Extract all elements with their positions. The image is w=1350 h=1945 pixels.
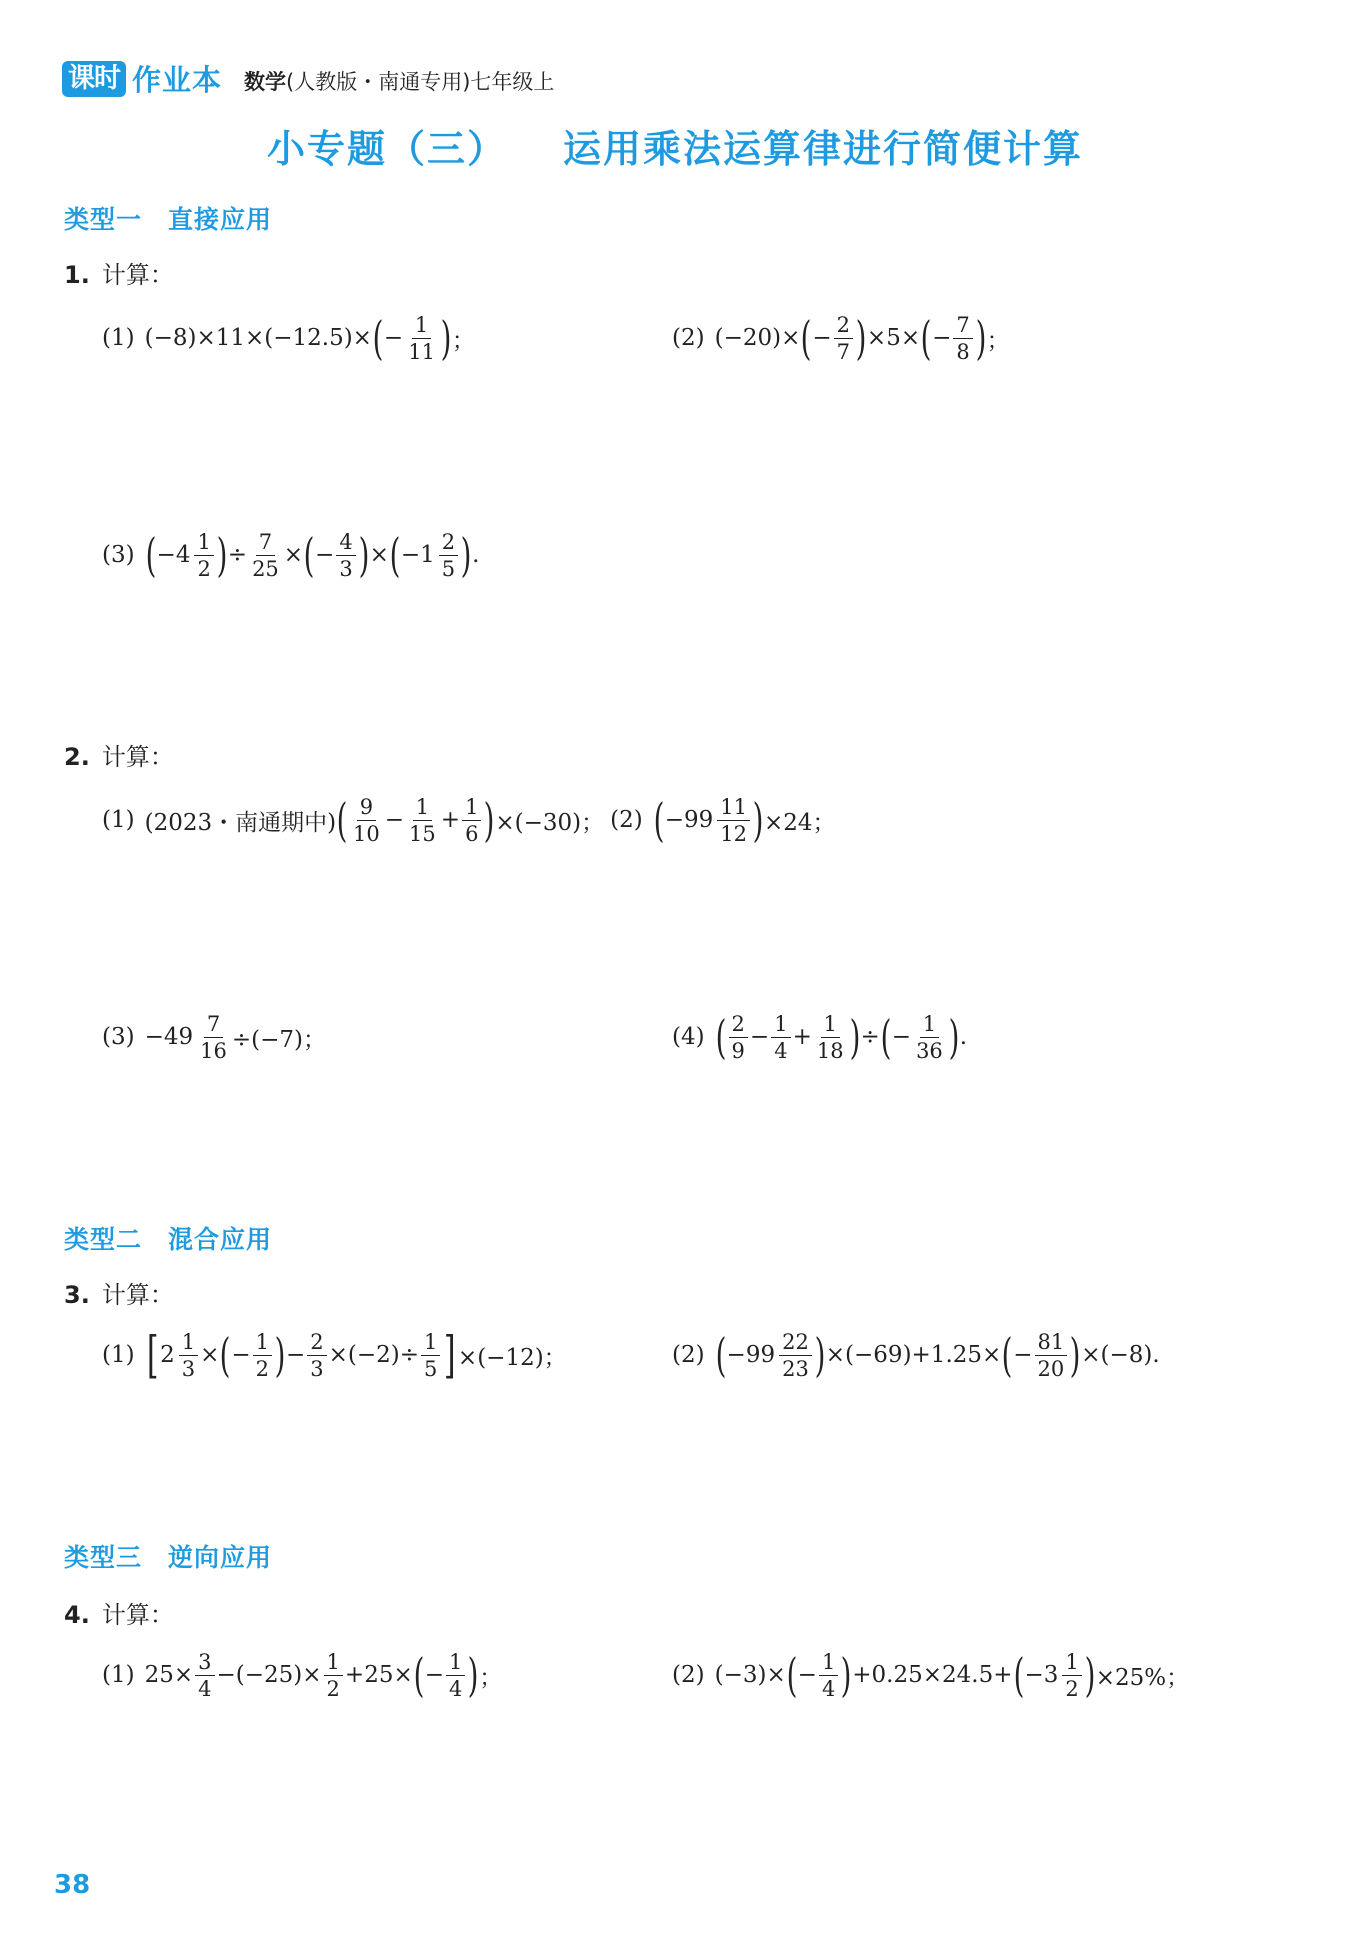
operator: × bbox=[283, 542, 304, 568]
left-paren: ( bbox=[372, 311, 384, 365]
expr-text: ×5× bbox=[866, 325, 921, 351]
question-3-heading bbox=[64, 1275, 174, 1310]
section-topic: 直接应用 bbox=[168, 205, 273, 234]
fraction: $\frac{2}{5}$ bbox=[439, 530, 458, 581]
expr-text: ×(−2)÷ bbox=[328, 1342, 420, 1368]
expr-text: (−8)×11×(−12.5)× bbox=[144, 325, 372, 351]
fraction: $\frac{1}{15}$ bbox=[409, 794, 436, 846]
expr-end: . bbox=[959, 1024, 968, 1050]
q4-part1: (1) 25× $\frac{3}{4}$ −(−25)× $\frac{1}{2}$ +25× ( − $\frac{1}{4}$ ) ； bbox=[102, 1648, 503, 1702]
section-topic: 混合应用 bbox=[168, 1225, 273, 1254]
whole-number: −4 bbox=[156, 542, 191, 568]
expr-text: ×24； bbox=[763, 809, 836, 836]
expr-text: 25× bbox=[144, 1662, 194, 1688]
fraction: $\frac{1}{36}$ bbox=[916, 1011, 943, 1063]
expr-text: (−20)× bbox=[714, 325, 801, 351]
expr-text: ÷(−7)； bbox=[231, 1026, 326, 1053]
fraction: $\frac{1}{2}$ bbox=[1062, 1650, 1081, 1701]
fraction: $\frac{1}{18}$ bbox=[816, 1011, 844, 1063]
right-paren: ) bbox=[440, 311, 452, 365]
expr-end: ； bbox=[986, 327, 1010, 354]
section-name: 类型三 bbox=[64, 1543, 143, 1572]
expr-end: ； bbox=[479, 1664, 503, 1691]
expr-end: ； bbox=[451, 327, 475, 354]
question-label: 计算： bbox=[101, 1281, 174, 1309]
section-name: 类型一 bbox=[64, 205, 143, 234]
question-2-heading bbox=[64, 737, 174, 772]
expr-text: ×25%； bbox=[1095, 1664, 1190, 1691]
expr-text: ×(−30)； bbox=[495, 809, 605, 836]
q1-part1 bbox=[102, 303, 475, 373]
part-label: (2) bbox=[610, 807, 643, 833]
expr-text: −(−25)× bbox=[216, 1662, 322, 1688]
part-label: (1) bbox=[102, 1662, 135, 1688]
fraction: $\frac{1}{4}$ bbox=[771, 1012, 790, 1063]
whole-number: 2 bbox=[160, 1342, 175, 1368]
question-number: 3. bbox=[64, 1281, 90, 1309]
fraction: $\frac{22}{23}$ bbox=[779, 1330, 812, 1381]
subject-bold: 数学 bbox=[244, 69, 287, 94]
whole-number: −99 bbox=[726, 1342, 776, 1368]
question-label: 计算： bbox=[101, 261, 174, 289]
page-title bbox=[0, 118, 1350, 173]
section-1-heading bbox=[64, 200, 272, 236]
part-label: (1) bbox=[102, 325, 135, 351]
q3-part1: (1) [ 2 $\frac{1}{3}$ × ( − $\frac{1}{2}$ ) − $\frac{2}{3}$ ×(−2)÷ $\frac{1}{5}$ ] ×(−12)； bbox=[102, 1326, 567, 1384]
fraction: $\frac{1}{2}$ bbox=[194, 530, 213, 581]
q4-part2: (2) (−3)× ( − $\frac{1}{4}$ ) +0.25×24.5+ ( −3 $\frac{1}{2}$ ) ×25%； bbox=[672, 1648, 1190, 1702]
section-3-heading bbox=[64, 1538, 272, 1574]
whole-number: −3 bbox=[1024, 1662, 1059, 1688]
q1-part2: (2) (−20)× ( − $\frac{2}{7}$ ) ×5× ( − $\frac{7}{8}$ ) ； bbox=[672, 311, 1010, 365]
brand-name: 作业本 bbox=[132, 63, 223, 97]
title-part2: 运用乘法运算律进行简便计算 bbox=[563, 127, 1084, 171]
fraction: $\frac{2}{7}$ bbox=[834, 313, 853, 364]
section-name: 类型二 bbox=[64, 1225, 143, 1254]
minus-sign: − bbox=[383, 325, 404, 351]
part-label: (1) bbox=[102, 807, 135, 833]
question-label: 计算： bbox=[101, 743, 174, 771]
fraction: $\frac{7}{25}$ bbox=[252, 529, 279, 581]
q2-part3 bbox=[102, 1002, 326, 1072]
fraction: $\frac{7}{16}$ bbox=[200, 1011, 227, 1063]
left-bracket: [ bbox=[146, 1326, 159, 1384]
part-label: (3) bbox=[102, 542, 135, 568]
operator: × bbox=[369, 542, 389, 568]
fraction: $\frac{1}{2}$ bbox=[324, 1650, 343, 1701]
subject-line bbox=[244, 66, 554, 96]
question-number: 4. bbox=[64, 1601, 90, 1629]
question-label: 计算： bbox=[101, 1601, 174, 1629]
fraction: $\frac{1}{4}$ bbox=[446, 1650, 465, 1701]
fraction: $\frac{1}{11}$ bbox=[408, 312, 435, 364]
part-label: (1) bbox=[102, 1342, 135, 1368]
page-number: 38 bbox=[54, 1870, 91, 1900]
title-part1: 小专题（三） bbox=[266, 127, 507, 171]
section-topic: 逆向应用 bbox=[168, 1543, 273, 1572]
fraction: $\frac{7}{8}$ bbox=[953, 313, 972, 364]
expr-text: +25× bbox=[344, 1662, 413, 1688]
expr-text: (−3)× bbox=[714, 1662, 786, 1688]
question-1-heading bbox=[64, 255, 174, 290]
source-tag: (2023・南通期中) bbox=[144, 809, 337, 836]
fraction: $\frac{11}{12}$ bbox=[717, 795, 750, 846]
expr-text: +0.25×24.5+ bbox=[852, 1662, 1013, 1688]
q2-part4: (4) ( $\frac{2}{9}$ − $\frac{1}{4}$ + $\frac{1}{18}$ ) ÷ ( − $\frac{1}{36}$ ) . bbox=[672, 1010, 968, 1064]
part-label: (2) bbox=[672, 1342, 705, 1368]
operator: ÷ bbox=[227, 542, 248, 568]
whole-number: −99 bbox=[664, 807, 714, 833]
part-label: (2) bbox=[672, 1662, 705, 1688]
expr-text: ×(−69)+1.25× bbox=[825, 1342, 1002, 1368]
operator: ÷ bbox=[860, 1024, 880, 1050]
question-number: 2. bbox=[64, 743, 90, 771]
fraction: $\frac{81}{20}$ bbox=[1035, 1330, 1068, 1381]
fraction: $\frac{2}{3}$ bbox=[307, 1330, 326, 1381]
fraction: $\frac{1}{6}$ bbox=[462, 795, 481, 846]
section-2-heading bbox=[64, 1220, 272, 1256]
part-label: (2) bbox=[672, 325, 705, 351]
q1-part3: (3) ( −4 $\frac{1}{2}$ ) ÷ $\frac{7}{25}$ × ( − $\frac{4}{3}$ ) × ( −1 $\frac{2}{5}$ ) . bbox=[102, 528, 480, 582]
fraction: $\frac{1}{4}$ bbox=[819, 1650, 838, 1701]
subject-rest: (人教版・南通专用)七年级上 bbox=[286, 69, 555, 94]
fraction: $\frac{1}{3}$ bbox=[179, 1330, 198, 1381]
question-number: 1. bbox=[64, 261, 90, 289]
part-label: (3) bbox=[102, 1024, 135, 1050]
expr-text: ×(−8). bbox=[1081, 1342, 1160, 1368]
brand-logo: 课时 bbox=[62, 61, 126, 97]
whole-number: −49 bbox=[144, 1024, 194, 1050]
q2-part1: (1) (2023・南通期中) ( $\frac{9}{10}$ − $\frac{1}{15}$ + $\frac{1}{6}$ ) ×(−30)； (2) ( −99 $\frac{11}{12}$ ) ×24； bbox=[102, 793, 836, 847]
fraction: $\frac{1}{5}$ bbox=[421, 1330, 440, 1381]
header bbox=[62, 58, 554, 99]
fraction: $\frac{2}{9}$ bbox=[729, 1012, 748, 1063]
fraction: $\frac{1}{2}$ bbox=[253, 1330, 272, 1381]
right-bracket: ] bbox=[444, 1326, 457, 1384]
expr-text: ×(−12)； bbox=[457, 1344, 567, 1371]
fraction: $\frac{3}{4}$ bbox=[195, 1650, 214, 1701]
fraction: $\frac{4}{3}$ bbox=[336, 530, 355, 581]
expr-end: . bbox=[472, 542, 480, 568]
whole-number: −1 bbox=[400, 542, 435, 568]
part-label: (4) bbox=[672, 1024, 705, 1050]
fraction: $\frac{9}{10}$ bbox=[353, 794, 380, 846]
q3-part2: (2) ( −99 $\frac{22}{23}$ ) ×(−69)+1.25× ( − $\frac{81}{20}$ ) ×(−8). bbox=[672, 1328, 1160, 1382]
question-4-heading bbox=[64, 1595, 174, 1630]
